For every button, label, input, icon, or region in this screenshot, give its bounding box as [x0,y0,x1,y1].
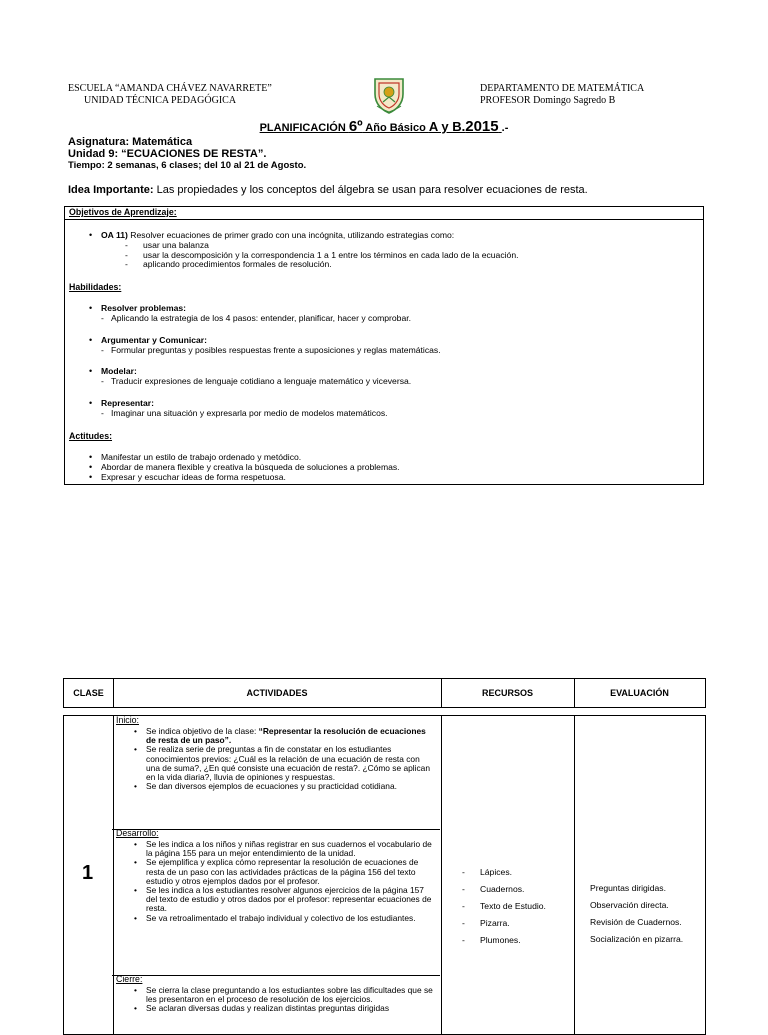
list-item: • Se ejemplifica y explica cómo representar la resolución de ecuaciones de resta de un paso con las actividades prácticas de la página 156 del texto estudio y otros ejemplos dados por el profesor. [132,858,434,886]
resource-item: - Texto de Estudio. [462,901,546,911]
title-year: 2015 [465,118,499,135]
list-item: • Se va retroalimentado el trabajo individual y colectivo de los estudiantes. [132,914,434,923]
strategy-item: - aplicando procedimientos formales de resolución. [125,259,332,269]
evaluation-item: Revisión de Cuadernos. [590,917,682,927]
objective-oa11: • OA 11) Resolver ecuaciones de primer grado con una incógnita, utilizando estrategias como: [89,230,455,240]
school-name: ESCUELA “AMANDA CHÁVEZ NAVARRETE” [68,83,272,94]
col-evaluacion: EVALUACIÓN [610,688,669,698]
col-clase: CLASE [73,688,104,698]
attitude-item: • Expresar y escuchar ideas de forma respetuosa. [89,472,286,482]
list-item: • Se aclaran diversas dudas y realizan distintas preguntas dirigidas [132,1004,434,1013]
list-item: • Se les indica a los estudiantes resolver algunos ejercicios de la página 157 del texto de estudio y otros dados por el profesor: representar ecuaciones de resta. [132,886,434,914]
resource-item: - Cuadernos. [462,884,525,894]
resource-item: - Lápices. [462,867,513,877]
oa-text: Resolver ecuaciones de primer grado con una incógnita, utilizando estrategias como: [127,230,455,240]
phase-cierre: Cierre: [116,974,143,984]
list-item: • Se dan diversos ejemplos de ecuaciones y su practicidad cotidiana. [132,782,434,791]
title-middle: Año Básico [362,122,429,134]
list-item: • Se les indica a los niños y niñas registrar en sus cuadernos el vocabulario de la página 155 para un mejor entendimiento de la unidad. [132,840,434,858]
school-unit: UNIDAD TÉCNICA PEDAGÓGICA [84,95,237,106]
school-header [68,83,272,107]
unit: Unidad 9: “ECUACIONES DE RESTA”. [68,148,267,160]
list-item: • Se indica objetivo de la clase: “Representar la resolución de ecuaciones de resta de un paso”. [132,727,434,745]
list-item: • Se cierra la clase preguntando a los estudiantes sobre las dificultades que se les presentaron en el proceso de resolución de los ejercicios. [132,986,434,1004]
inicio-list [132,727,434,791]
oa-code: OA 11) [101,230,128,240]
department-header [480,83,644,107]
title-prefix: PLANIFICACIÓN [259,122,349,134]
class-number: 1 [81,862,94,884]
col-recursos: RECURSOS [481,688,533,698]
teacher-name: PROFESOR Domingo Sagredo B [480,95,616,106]
department-name: DEPARTAMENTO DE MATEMÁTICA [480,83,645,94]
key-idea-text: Las propiedades y los conceptos del álgebra se usan para resolver ecuaciones de resta. [153,184,588,196]
resource-item: - Plumones. [462,935,521,945]
subject: Asignatura: Matemática [68,136,193,148]
skill-item: • Resolver problemas: - Aplicando la estrategia de los 4 pasos: entender, planificar, hacer y comprobar. [89,303,412,323]
attitudes-heading: Actitudes: [69,431,113,441]
phase-inicio: Inicio: [116,715,139,725]
evaluation-item: Socialización en pizarra. [590,934,684,944]
plan-table-header [63,678,706,708]
skills-heading: Habilidades: [69,282,122,292]
col-actividades: ACTIVIDADES [246,688,308,698]
evaluation-item: Preguntas dirigidas. [590,883,666,893]
resource-item: - Pizarra. [462,918,510,928]
attitude-item: • Abordar de manera flexible y creativa la búsqueda de soluciones a problemas. [89,462,400,472]
time-range: Tiempo: 2 semanas, 6 clases; del 10 al 21 de Agosto. [68,160,307,171]
evaluation-item: Observación directa. [590,900,669,910]
objectives-heading: Objetivos de Aprendizaje: [69,207,177,217]
title-grade: 6º [348,118,363,135]
skill-item: • Modelar: - Traducir expresiones de lenguaje cotidiano a lenguaje matemático y viceversa. [89,366,412,386]
page-title [0,118,768,135]
desarrollo-list [132,840,434,923]
course-meta [68,136,306,172]
skill-item: • Argumentar y Comunicar: - Formular preguntas y posibles respuestas frente a suposiciones y reglas matemáticas. [89,335,441,355]
school-crest-icon [372,76,406,114]
resources-cell [462,864,546,949]
objectives-box [64,206,704,485]
activities-cell [112,716,440,1026]
cierre-list [132,986,434,1014]
attitude-item: • Manifestar un estilo de trabajo ordenado y metódico. [89,452,302,462]
key-idea [68,184,588,196]
strategy-item: - usar una balanza [125,240,209,250]
list-item: • Se realiza serie de preguntas a fin de constatar en los estudiantes conocimientos previos: ¿Cuál es la relación de una ecuación de resta con una de suma?, ¿En qué consiste una ecuación de resta?. ¿Cómo se aplican en la vida diaria?, lluvia de opiniones y respuestas. [132,745,434,782]
skill-item: • Representar: - Imaginar una situación y expresarla por medio de modelos matemáticos. [89,398,388,418]
strategy-item: - usar la descomposición y la correspondencia 1 a 1 entre los términos en cada lado de la ecuación. [125,249,519,260]
phase-desarrollo: Desarrollo: [116,828,159,838]
key-idea-label: Idea Importante: [68,184,154,196]
title-suffix: .- [501,122,509,134]
title-groups: A y B. [428,119,466,134]
evaluation-cell [590,880,683,948]
